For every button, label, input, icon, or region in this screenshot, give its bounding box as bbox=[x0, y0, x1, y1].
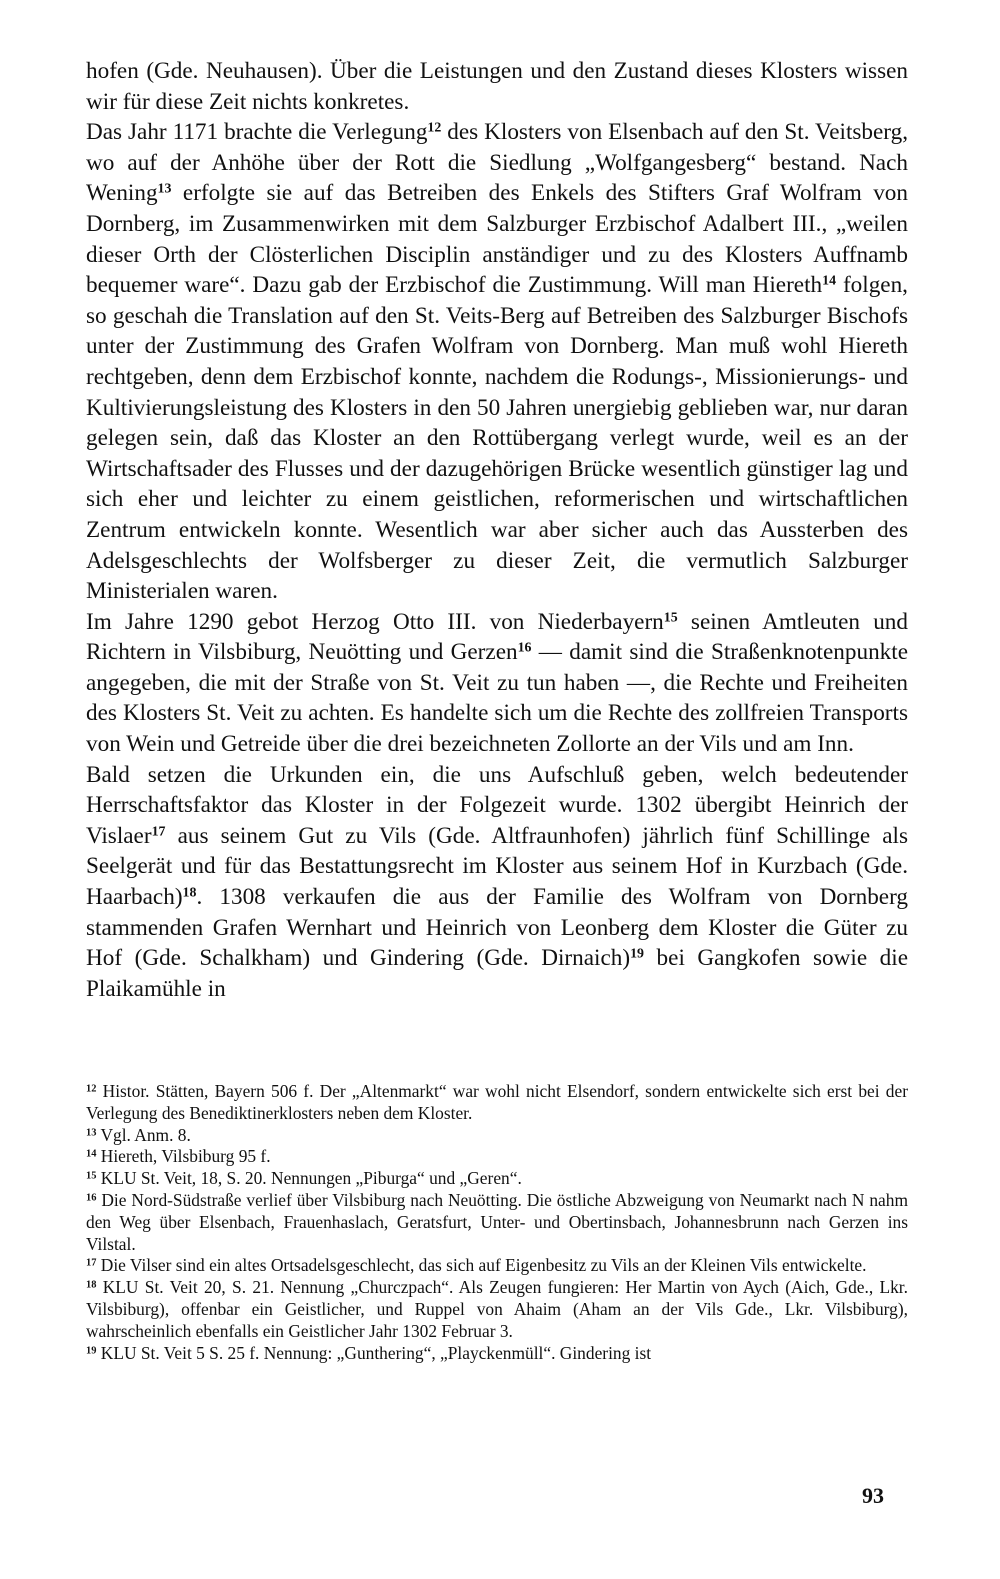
footnote-ref[interactable]: 14 bbox=[822, 273, 837, 289]
footnote-text: KLU St. Veit 20, S. 21. Nennung „Churczpach“. Als Zeugen fungieren: Her Martin von Aych (Aich, Gde., Lkr. Vilsbiburg), offenbar ein Geistlicher, und Ruppel von Ahaim (Aham an der Vils Gde., Lkr. Vilsbiburg), wahrscheinlich ebenfalls ein Geistlicher Jahr 1302 Februar 3. bbox=[86, 1277, 908, 1341]
footnote-ref[interactable]: 17 bbox=[151, 824, 166, 840]
footnote-number: 15 bbox=[86, 1170, 97, 1182]
footnote-number: 19 bbox=[86, 1344, 97, 1356]
text-run: . 1308 verkaufen die aus der Familie des Wolfram von Dornberg stammenden Grafen Wernhart und Heinrich von Leonberg dem Kloster die Güter zu Hof (Gde. Schalkham) und Gindering (Gde. Dirnaich) bbox=[86, 884, 908, 972]
footnote-13 bbox=[86, 1125, 908, 1147]
footnote-number: 13 bbox=[86, 1126, 97, 1138]
footnotes bbox=[86, 1081, 908, 1364]
footnote-text: KLU St. Veit, 18, S. 20. Nennungen „Piburga“ und „Geren“. bbox=[96, 1168, 522, 1189]
paragraph-4 bbox=[86, 760, 908, 1005]
text-run: Bald setzen die Urkunden ein, die uns Aufschluß geben, welch bedeutender Herrschaftsfaktor das Kloster in der Folgezeit wurde. 1302 übergibt Heinrich der Vislaer bbox=[86, 761, 908, 849]
text-run: des Klosters von Elsenbach auf den St. Veitsberg, wo auf der Anhöhe über der Rott die Siedlung „Wolfgangesberg“ bestand. Nach Wening bbox=[86, 119, 908, 207]
footnote-18 bbox=[86, 1277, 908, 1342]
footnote-number: 14 bbox=[86, 1148, 97, 1160]
text-run: hofen (Gde. Neuhausen). Über die Leistungen und den Zustand dieses Klosters wissen wir für diese Zeit nichts konkretes. bbox=[86, 58, 908, 115]
text-run: Das Jahr 1171 brachte die Verlegung bbox=[86, 119, 428, 146]
paragraph-2 bbox=[86, 117, 908, 607]
footnote-14 bbox=[86, 1146, 908, 1168]
footnote-text: Die Nord-Südstraße verlief über Vilsbiburg nach Neuötting. Die östliche Abzweigung von Neumarkt nach N nahm den Weg über Elsenbach, Frauenhaslach, Geratsfurt, Unter- und Obertinsbach, Johannesbrunn nach Gerzen ins Vilstal. bbox=[86, 1189, 908, 1254]
footnote-ref[interactable]: 15 bbox=[663, 610, 678, 626]
footnote-text: Histor. Stätten, Bayern 506 f. Der „Altenmarkt“ war wohl nicht Elsendorf, sondern entwickelte sich erst bei der Verlegung des Benediktinerklosters neben dem Kloster. bbox=[86, 1081, 908, 1123]
text-run: — damit sind die Straßenknotenpunkte angegeben, die mit der Straße von St. Veit zu tun haben —, die Rechte und Freiheiten des Klosters St. Veit zu achten. Es handelte sich um die Rechte des zollfreien Transports von Wein und Getreide über die drei bezeichneten Zollorte an der Vils und am Inn. bbox=[86, 639, 908, 758]
footnote-number: 17 bbox=[86, 1257, 97, 1269]
footnote-16 bbox=[86, 1190, 908, 1255]
text-run: seinen Amtleuten und Richtern in Vilsbiburg, Neuötting und Gerzen bbox=[86, 608, 908, 666]
text-run: bei Gangkofen sowie die Plaikamühle in bbox=[86, 945, 908, 1002]
footnote-text: KLU St. Veit 5 S. 25 f. Nennung: „Gunthering“, „Playckenmüll“. Gindering ist bbox=[96, 1342, 652, 1363]
page-body bbox=[86, 56, 908, 1004]
footnote-ref[interactable]: 19 bbox=[630, 946, 644, 962]
paragraph-3 bbox=[86, 607, 908, 760]
text-run: aus seinem Gut zu Vils (Gde. Altfraunhofen) jährlich fünf Schillinge als Seelgerät und für das Bestattungsrecht im Kloster aus seinem Hof in Kurzbach (Gde. Haarbach) bbox=[86, 822, 908, 911]
page-number: 93 bbox=[862, 1483, 884, 1508]
paragraph-1 bbox=[86, 56, 908, 117]
footnote-text: Hiereth, Vilsbiburg 95 f. bbox=[96, 1146, 271, 1167]
footnote-number: 16 bbox=[86, 1192, 97, 1204]
footnote-ref[interactable]: 12 bbox=[427, 120, 442, 136]
footnote-15 bbox=[86, 1168, 908, 1190]
footnote-12 bbox=[86, 1081, 908, 1125]
footnote-19 bbox=[86, 1343, 908, 1365]
footnote-ref[interactable]: 18 bbox=[182, 885, 197, 901]
text-run: erfolgte sie auf das Betreiben des Enkels des Stifters Graf Wolfram von Dornberg, im Zusammenwirken mit dem Salzburger Erzbischof Adalbert III., „weilen dieser Orth der Clösterlichen Disciplin anständiger und zu des Klosters Auffnamb bequemer ware“. Dazu gab der Erzbischof die Zustimmung. Will man Hiereth bbox=[86, 180, 908, 299]
text-run: Im Jahre 1290 gebot Herzog Otto III. von Niederbayern bbox=[86, 608, 664, 635]
footnote-text: Vgl. Anm. 8. bbox=[96, 1124, 191, 1145]
footnote-number: 12 bbox=[86, 1083, 97, 1095]
footnote-ref[interactable]: 16 bbox=[517, 640, 532, 656]
footnote-ref[interactable]: 13 bbox=[157, 181, 172, 197]
footnote-number: 18 bbox=[86, 1279, 97, 1291]
footnote-text: Die Vilser sind ein altes Ortsadelsgeschlecht, das sich auf Eigenbesitz zu Vils an der Kleinen Vils entwickelte. bbox=[96, 1255, 867, 1276]
text-run: folgen, so geschah die Translation auf den St. Veits-Berg auf Betreiben des Salzburger Bischofs unter der Zustimmung des Grafen Wolfram von Dornberg. Man muß wohl Hiereth rechtgeben, denn dem Erzbischof konnte, nachdem die Rodungs-, Missionierungs- und Kultivierungsleistung des Klosters in den 50 Jahren unergiebig geblieben war, nur daran gelegen sein, daß das Kloster an den Rottübergang verlegt wurde, weil es an der Wirtschaftsader des Flusses und der dazugehörigen Brücke wesentlich günstiger lag und sich eher und leichter zu einem geistlichen, reformerischen und wirtschaftlichen Zentrum entwickeln konnte. Wesentlich war aber sicher auch das Aussterben des Adelsgeschlechts der Wolfsberger zu dieser Zeit, die vermutlich Salzburger Ministerialen waren. bbox=[86, 272, 908, 605]
footnote-17 bbox=[86, 1255, 908, 1277]
main-text bbox=[86, 56, 908, 1004]
